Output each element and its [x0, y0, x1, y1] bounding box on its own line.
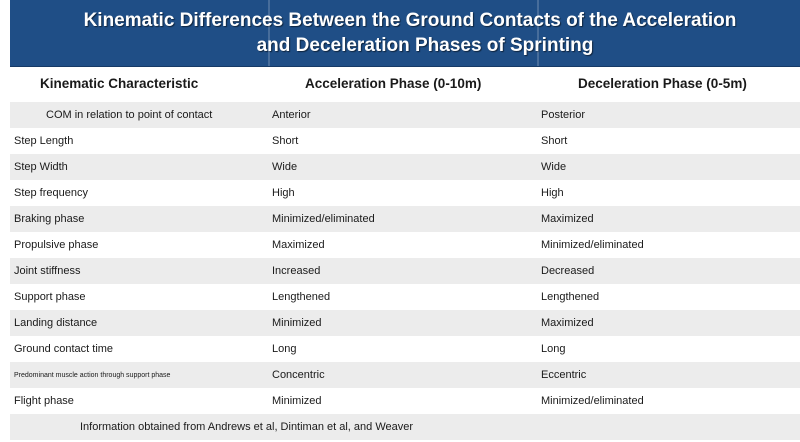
cell-characteristic: Step Length — [14, 135, 74, 147]
cell-acceleration: Anterior — [272, 109, 311, 121]
cell-characteristic: Propulsive phase — [14, 239, 99, 251]
cell-characteristic: Step frequency — [14, 187, 88, 199]
cell-characteristic: Predominant muscle action through support phase — [14, 372, 171, 379]
table-row — [10, 388, 800, 414]
column-header-deceleration: Deceleration Phase (0-5m) — [578, 76, 747, 91]
cell-acceleration: Lengthened — [272, 291, 331, 303]
cell-deceleration: Maximized — [541, 317, 594, 329]
cell-deceleration: Eccentric — [541, 369, 587, 381]
title-line-2: and Deceleration Phases of Sprinting — [256, 35, 594, 56]
table-row — [10, 154, 800, 180]
cell-deceleration: Maximized — [541, 213, 594, 225]
title-banner — [10, 0, 800, 67]
cell-deceleration: High — [541, 187, 564, 199]
cell-acceleration: Long — [272, 343, 297, 355]
cell-characteristic: Flight phase — [14, 395, 74, 407]
cell-deceleration: Long — [541, 343, 566, 355]
table-row — [10, 284, 800, 310]
cell-acceleration: Minimized — [272, 395, 322, 407]
table-row — [10, 310, 800, 336]
cell-acceleration: Increased — [272, 265, 321, 277]
cell-characteristic: Braking phase — [14, 213, 85, 225]
table-row — [10, 336, 800, 362]
cell-characteristic: Landing distance — [14, 317, 98, 329]
cell-deceleration: Decreased — [541, 265, 595, 277]
cell-deceleration: Wide — [541, 161, 567, 173]
cell-acceleration: Wide — [272, 161, 298, 173]
kinematics-table — [10, 66, 800, 440]
cell-characteristic: Joint stiffness — [14, 265, 81, 277]
cell-characteristic: Support phase — [14, 291, 86, 303]
cell-deceleration: Minimized/eliminated — [541, 395, 644, 407]
cell-acceleration: Minimized — [272, 317, 322, 329]
table-row — [10, 206, 800, 232]
cell-acceleration: Minimized/eliminated — [272, 213, 375, 225]
cell-deceleration: Posterior — [541, 109, 586, 121]
table-header — [10, 66, 800, 102]
table-row — [10, 258, 800, 284]
cell-deceleration: Lengthened — [541, 291, 600, 303]
cell-deceleration: Short — [541, 135, 568, 147]
table-row — [10, 102, 800, 128]
cell-characteristic: Step Width — [14, 161, 68, 173]
banner-divider — [537, 0, 539, 66]
table-row — [10, 362, 800, 388]
source-note: Information obtained from Andrews et al, Dintiman et al, and Weaver — [80, 421, 414, 433]
cell-acceleration: Short — [272, 135, 299, 147]
cell-acceleration: Concentric — [272, 369, 325, 381]
banner-divider — [268, 0, 270, 66]
column-header-characteristic: Kinematic Characteristic — [40, 76, 199, 91]
cell-characteristic: COM in relation to point of contact — [46, 109, 213, 121]
cell-characteristic: Ground contact time — [14, 343, 114, 355]
table-row — [10, 128, 800, 154]
cell-acceleration: High — [272, 187, 295, 199]
table-footer-row — [10, 414, 800, 440]
cell-deceleration: Minimized/eliminated — [541, 239, 644, 251]
column-header-acceleration: Acceleration Phase (0-10m) — [305, 76, 482, 91]
cell-acceleration: Maximized — [272, 239, 325, 251]
table-row — [10, 232, 800, 258]
table-row — [10, 180, 800, 206]
title-line-1: Kinematic Differences Between the Ground Contacts of the Acceleration — [83, 10, 737, 31]
